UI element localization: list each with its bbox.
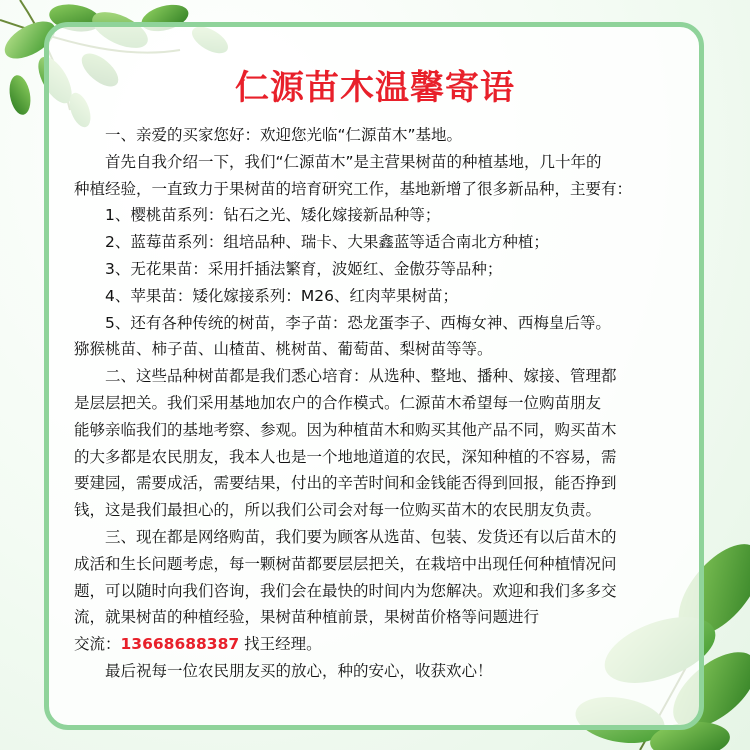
text-line: 能够亲临我们的基地考察、参观。因为种植苗木和购买其他产品不同，购买苗木 [74, 420, 617, 439]
contact-suffix: 找王经理。 [239, 635, 322, 654]
text-line: 要建园，需要成活，需要结果，付出的辛苦时间和金钱能否得到回报，能否挣到 [74, 474, 617, 493]
text-line: 的大多都是农民朋友，我本人也是一个地地道道的农民，深知种植的不容易，需 [74, 447, 617, 466]
text-line: 种植经验，一直致力于果树苗的培育研究工作，基地新增了很多新品种，主要有： [74, 179, 633, 198]
text-line: 3、无花果苗：采用扦插法繁育，波姬红、金傲芬等品种； [105, 259, 503, 278]
text-line: 钱，这是我们最担心的，所以我们公司会对每一位购买苗木的农民朋友负责。 [74, 501, 602, 520]
text-line: 1、樱桃苗系列：钻石之光、矮化嫁接新品种等； [105, 206, 441, 225]
text-line: 三、现在都是网络购苗，我们要为顾客从选苗、包装、发货还有以后苗木的 [105, 527, 617, 546]
text-line: 5、还有各种传统的树苗，李子苗：恐龙蛋李子、西梅女神、西梅皇后等。 [105, 313, 611, 332]
text-line: 成活和生长问题考虑，每一颗树苗都要层层把关，在栽培中出现任何种植情况问 [74, 554, 617, 573]
text-line: 猕猴桃苗、柿子苗、山楂苗、桃树苗、葡萄苗、梨树苗等等。 [74, 340, 493, 359]
contact-line [74, 631, 694, 658]
text-line: 4、苹果苗：矮化嫁接系列：M26、红肉苹果树苗； [105, 286, 458, 305]
text-line: 首先自我介绍一下，我们“仁源苗木”是主营果树苗的种植基地，几十年的 [105, 152, 602, 171]
text-line: 2、蓝莓苗系列：组培品种、瑞卡、大果鑫蓝等适合南北方种植； [105, 233, 549, 252]
message-body [74, 122, 694, 685]
page-title: 仁源苗木温馨寄语 [235, 68, 515, 108]
closing-line: 最后祝每一位农民朋友买的放心，种的安心，收获欢心！ [105, 661, 493, 680]
phone-number[interactable]: 13668688387 [120, 635, 240, 654]
text-line: 二、这些品种树苗都是我们悉心培育：从选种、整地、播种、嫁接、管理都 [105, 367, 617, 386]
text-line: 流，就果树苗的种植经验，果树苗种植前景，果树苗价格等问题进行 [74, 608, 540, 627]
contact-prefix: 交流： [74, 635, 121, 654]
text-line: 一、亲爱的买家您好：欢迎您光临“仁源苗木”基地。 [105, 126, 463, 144]
text-line: 题，可以随时向我们咨询，我们会在最快的时间内为您解决。欢迎和我们多多交 [74, 581, 617, 600]
text-line: 是层层把关。我们采用基地加农户的合作模式。仁源苗木希望每一位购苗朋友 [74, 393, 602, 412]
